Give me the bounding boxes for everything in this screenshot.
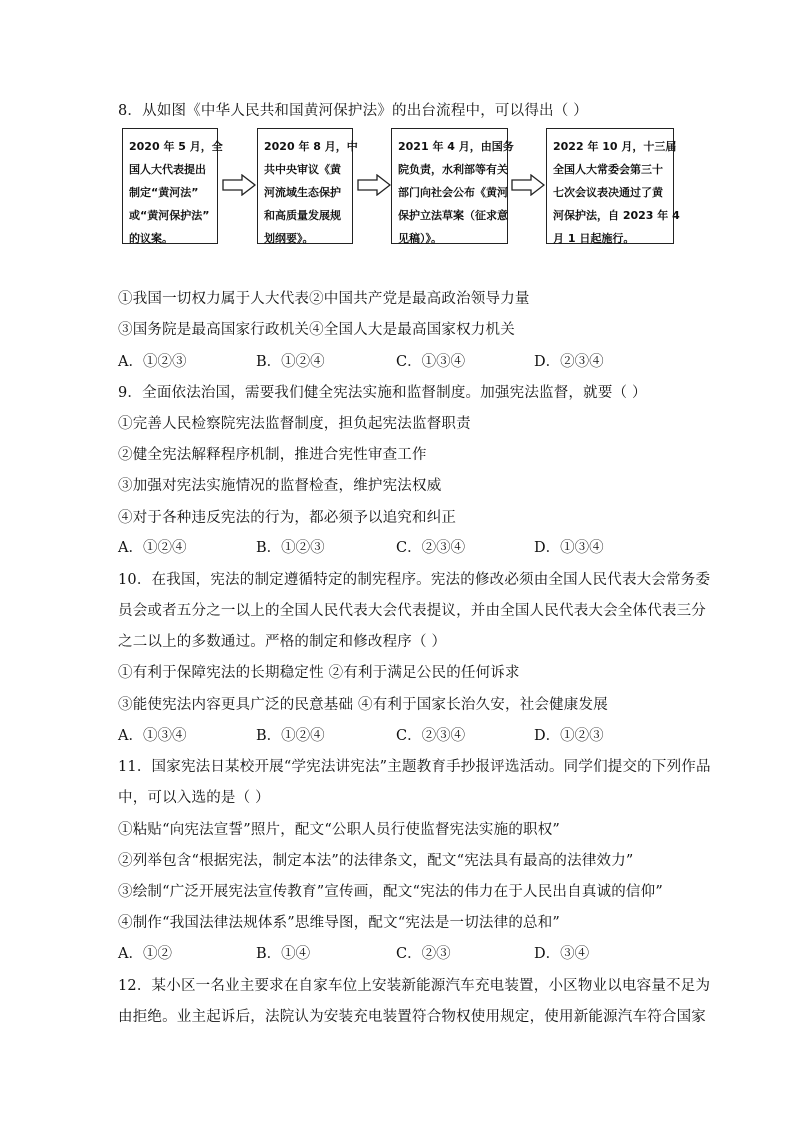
option-a[interactable]: A．①②④ — [118, 540, 187, 556]
option-c[interactable]: C．②③④ — [396, 728, 466, 744]
q10-statement: ①有利于保障宪法的长期稳定性 ②有利于满足公民的任何诉求 — [118, 665, 520, 681]
option-d[interactable]: D．①③④ — [534, 540, 604, 556]
flow-arrow-icon — [222, 174, 256, 196]
option-b[interactable]: B．①②③ — [256, 540, 325, 556]
q9-statement: ①完善人民检察院宪法监督制度，担负起宪法监督职责 — [118, 416, 471, 432]
option-a[interactable]: A．①③④ — [118, 728, 187, 744]
q8-statement: ①我国一切权力属于人大代表②中国共产党是最高政治领导力量 — [118, 291, 530, 307]
option-d[interactable]: D．③④ — [534, 946, 590, 962]
legislation-flowchart — [118, 128, 678, 248]
q12-stem-line: 由拒绝。业主起诉后，法院认为安装充电装置符合物权使用规定，使用新能源汽车符合国家 — [118, 1009, 706, 1025]
flow-step-1: 2020 年 5 月，全 国人大代表提出 制定“黄河法” 或“黄河保护法” 的议案。 — [122, 128, 218, 244]
option-d[interactable]: D．①②③ — [534, 728, 604, 744]
q8-options — [118, 352, 718, 372]
q9-statement: ④对于各种违反宪法的行为，都必须予以追究和纠正 — [118, 510, 457, 526]
flow-arrow-icon — [511, 174, 545, 196]
q11-stem-line: 11．国家宪法日某校开展“学宪法讲宪法”主题教育手抄报评选活动。同学们提交的下列作品 — [118, 759, 711, 775]
q10-stem-line: 10．在我国，宪法的制定遵循特定的制宪程序。宪法的修改必须由全国人民代表大会常务委 — [118, 572, 711, 588]
q10-stem-line: 员会或者五分之一以上的全国人民代表大会代表提议，并由全国人民代表大会全体代表三分 — [118, 603, 706, 619]
q9-statement: ③加强对宪法实施情况的监督检查，维护宪法权威 — [118, 478, 442, 494]
option-a[interactable]: A．①② — [118, 946, 172, 962]
flow-step-3: 2021 年 4 月，由国务 院负责，水利部等有关 部门向社会公布《黄河 保护立法草案（征求意 见稿）》。 — [391, 128, 508, 244]
option-d[interactable]: D．②③④ — [534, 354, 604, 370]
q8-statement: ③国务院是最高国家行政机关④全国人大是最高国家权力机关 — [118, 322, 515, 338]
option-b[interactable]: B．①②④ — [256, 728, 325, 744]
q12-stem-line: 12．某小区一名业主要求在自家车位上安装新能源汽车充电装置，小区物业以电容量不足为 — [118, 978, 711, 994]
q9-options — [118, 538, 718, 558]
option-a[interactable]: A．①②③ — [118, 354, 187, 370]
q9-stem: 9．全面依法治国，需要我们健全宪法实施和监督制度。加强宪法监督，就要（ ） — [118, 385, 647, 401]
q11-statement: ③绘制“广泛开展宪法宣传教育”宣传画，配文“宪法的伟力在于人民出自真诚的信仰” — [118, 884, 663, 900]
flow-step-4: 2022 年 10 月，十三届 全国人大常委会第三十 七次会议表决通过了黄 河保护法，自 2023 年 4 月 1 日起施行。 — [546, 128, 674, 244]
q11-statement: ④制作“我国法律法规体系”思维导图，配文“宪法是一切法律的总和” — [118, 915, 561, 931]
q11-stem-line: 中，可以入选的是（ ） — [118, 790, 270, 806]
option-c[interactable]: C．②③ — [396, 946, 451, 962]
q8-stem: 8．从如图《中华人民共和国黄河保护法》的出台流程中，可以得出（ ） — [118, 103, 588, 119]
q9-statement: ②健全宪法解释程序机制，推进合宪性审查工作 — [118, 447, 427, 463]
option-b[interactable]: B．①②④ — [256, 354, 325, 370]
q11-statement: ②列举包含“根据宪法，制定本法”的法律条文，配文“宪法具有最高的法律效力” — [118, 853, 634, 869]
flow-step-2: 2020 年 8 月，中 共中央审议《黄 河流域生态保护 和高质量发展规 划纲要》。 — [257, 128, 353, 244]
q10-stem-line: 之二以上的多数通过。严格的制定和修改程序（ ） — [118, 634, 447, 650]
q10-statement: ③能使宪法内容更具广泛的民意基础 ④有利于国家长治久安，社会健康发展 — [118, 697, 608, 713]
flow-arrow-icon — [357, 174, 391, 196]
q11-statement: ①粘贴“向宪法宣誓”照片，配文“公职人员行使监督宪法实施的职权” — [118, 822, 561, 838]
option-c[interactable]: C．①③④ — [396, 354, 466, 370]
q11-options — [118, 944, 718, 964]
option-c[interactable]: C．②③④ — [396, 540, 466, 556]
q10-options — [118, 726, 718, 746]
option-b[interactable]: B．①④ — [256, 946, 311, 962]
